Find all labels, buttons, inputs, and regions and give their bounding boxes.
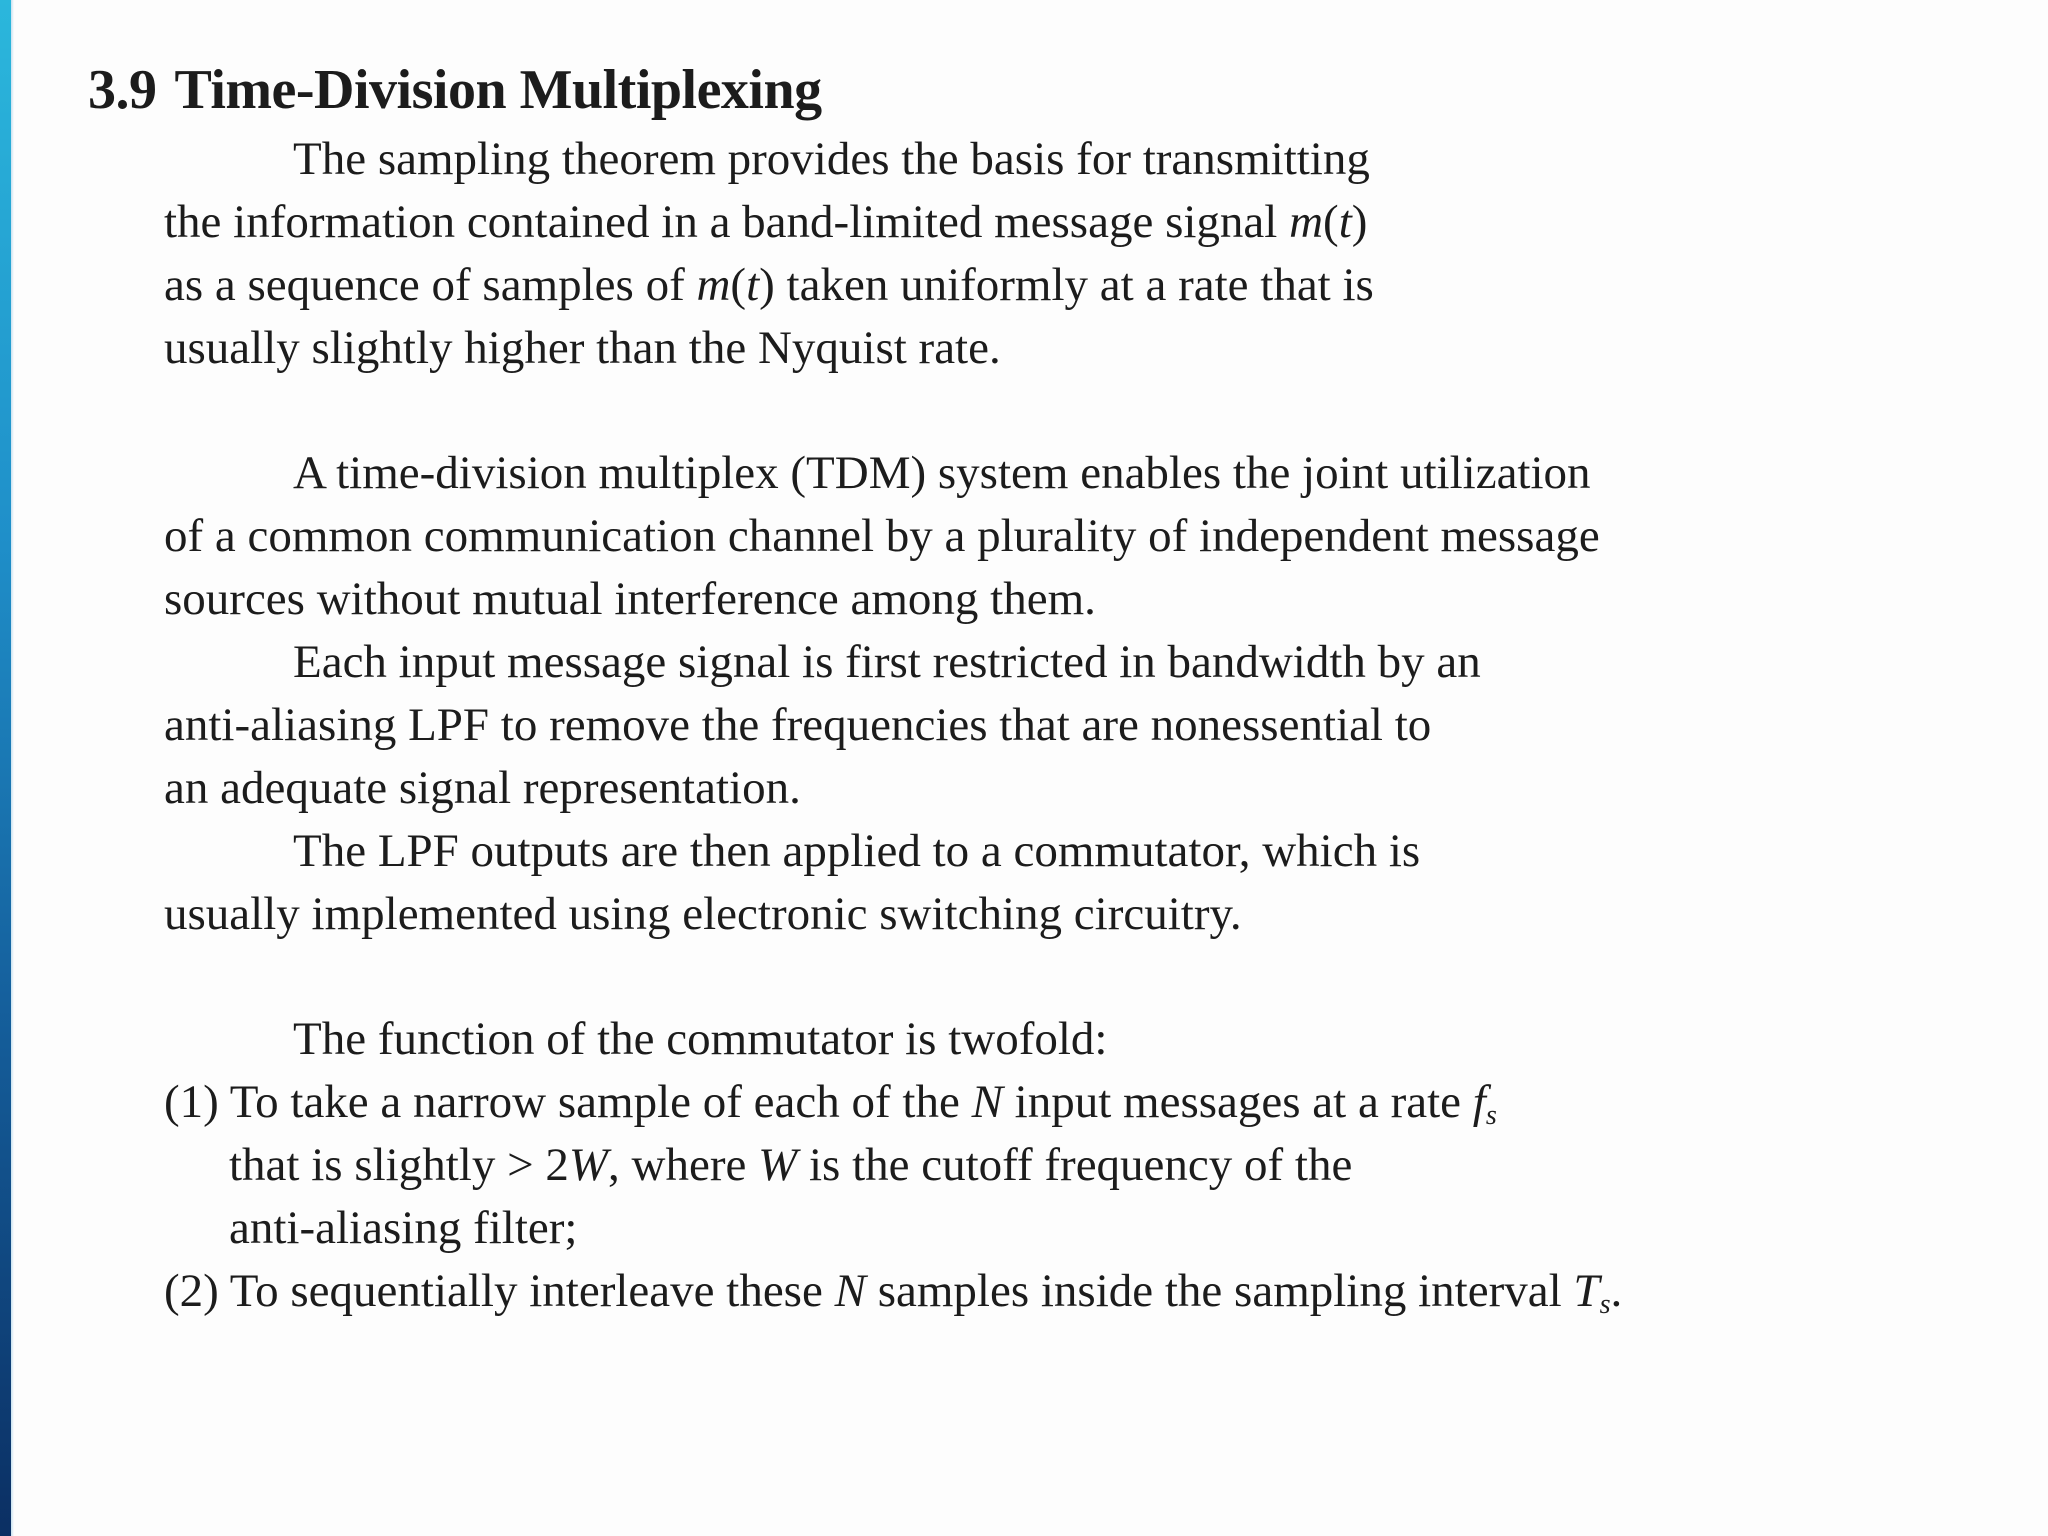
math-t: t bbox=[746, 259, 760, 311]
paragraph-3-line-1: Each input message signal is first restricted in bandwidth by an bbox=[293, 636, 1481, 688]
math-T: T bbox=[1573, 1265, 1600, 1317]
paragraph-4-line-2: usually implemented using electronic switching circuitry. bbox=[164, 888, 1242, 940]
math-subscript-s: s bbox=[1485, 1100, 1497, 1132]
math-t: t bbox=[1338, 196, 1352, 248]
paragraph-4-line-1: The LPF outputs are then applied to a commutator, which is bbox=[293, 825, 1421, 877]
paragraph-1-line-2 bbox=[164, 196, 1368, 248]
math-m: m bbox=[696, 259, 731, 311]
math-W: W bbox=[758, 1139, 798, 1191]
section-number: 3.9 bbox=[88, 59, 157, 121]
text-run: (1) To take a narrow sample of each of the bbox=[164, 1076, 972, 1128]
paragraph-3-line-3: an adequate signal representation. bbox=[164, 762, 801, 814]
math-subscript-s: s bbox=[1599, 1289, 1611, 1321]
list-item-1-line-1 bbox=[164, 1076, 1497, 1132]
text-run: as a sequence of samples of bbox=[164, 259, 697, 311]
paragraph-2-line-1: A time-division multiplex (TDM) system enables the joint utilization bbox=[293, 447, 1591, 499]
text-run: input messages at a rate bbox=[1002, 1076, 1473, 1128]
text-run: (2) To sequentially interleave these bbox=[164, 1265, 835, 1317]
text-run: the information contained in a band-limited message signal bbox=[164, 196, 1290, 248]
list-item-1-line-3: anti-aliasing filter; bbox=[229, 1202, 578, 1254]
text-run: ( bbox=[730, 259, 747, 311]
text-run: , where bbox=[608, 1139, 759, 1191]
paragraph-2-line-2: of a common communication channel by a plurality of independent message bbox=[164, 510, 1600, 562]
text-run: that is slightly > 2 bbox=[229, 1139, 569, 1191]
math-W: W bbox=[568, 1139, 609, 1191]
paragraph-1-line-1: The sampling theorem provides the basis for transmitting bbox=[293, 133, 1370, 185]
paragraph-3-line-2: anti-aliasing LPF to remove the frequencies that are nonessential to bbox=[164, 699, 1432, 751]
math-N: N bbox=[971, 1076, 1003, 1128]
list-item-1-line-2 bbox=[229, 1139, 1353, 1191]
text-run: ) bbox=[1351, 196, 1368, 248]
paragraph-2-line-3: sources without mutual interference among them. bbox=[164, 573, 1096, 625]
text-run: ( bbox=[1323, 196, 1339, 248]
math-m: m bbox=[1289, 196, 1324, 248]
text-run: samples inside the sampling interval bbox=[865, 1265, 1574, 1317]
text-run: is the cutoff frequency of the bbox=[797, 1139, 1353, 1191]
list-item-2-line-1 bbox=[164, 1265, 1623, 1321]
math-f: f bbox=[1472, 1076, 1486, 1128]
slide-title bbox=[88, 58, 822, 122]
text-run: ) taken uniformly at a rate that is bbox=[759, 259, 1374, 311]
section-title-text: Time-Division Multiplexing bbox=[174, 59, 822, 121]
paragraph-1-line-4: usually slightly higher than the Nyquist rate. bbox=[164, 322, 1001, 374]
paragraph-5-intro: The function of the commutator is twofold: bbox=[293, 1013, 1108, 1065]
text-run: . bbox=[1610, 1265, 1623, 1317]
math-N: N bbox=[834, 1265, 866, 1317]
paragraph-1-line-3 bbox=[164, 259, 1374, 311]
